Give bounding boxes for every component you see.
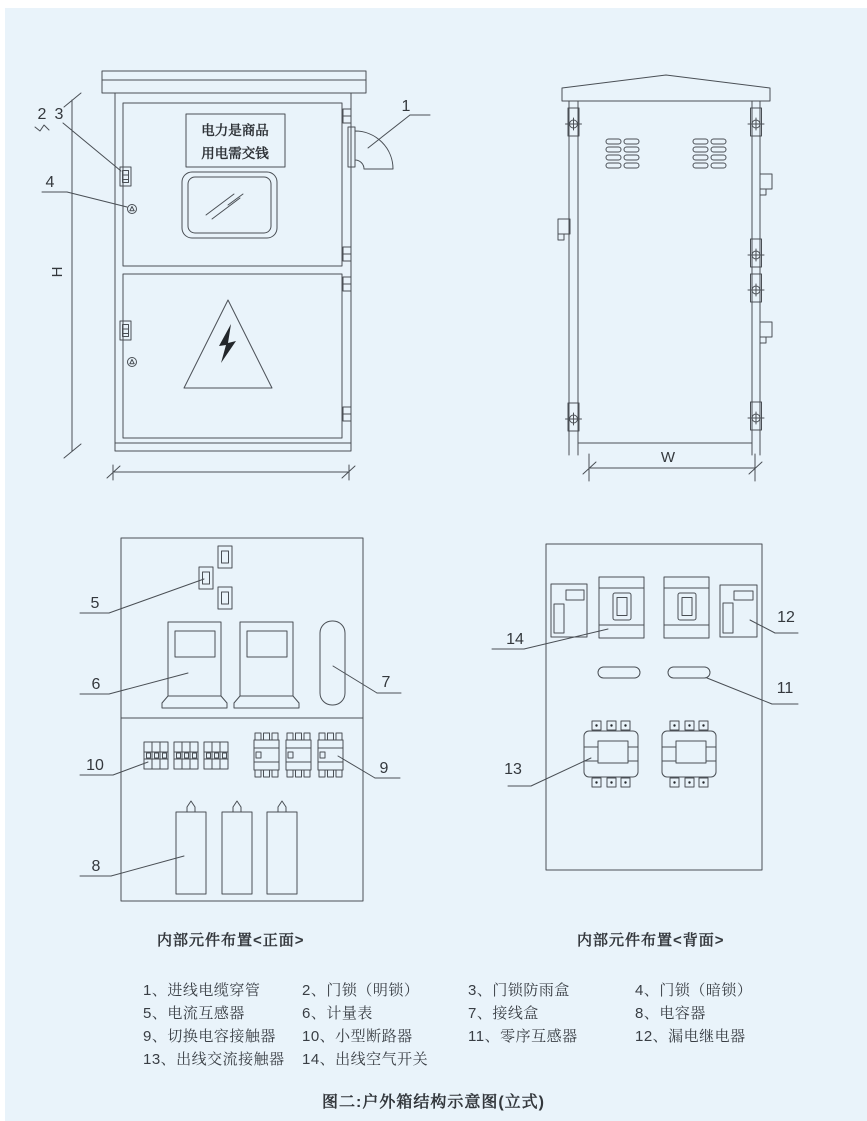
vent-louvers-left [606, 139, 639, 168]
callout-2-leader [35, 125, 49, 131]
callout-7-label: 7 [381, 674, 391, 691]
callout-11 [707, 678, 798, 704]
width-dimension [583, 449, 762, 481]
callout-14-label: 14 [506, 631, 524, 648]
legend-item-13: 13、出线交流接触器 [143, 1051, 285, 1068]
width-dim-label: W [660, 449, 676, 466]
air-switch-1 [599, 577, 644, 638]
callout-11-label: 11 [776, 680, 794, 697]
back-latches [558, 174, 772, 343]
internal-back-layout [492, 544, 798, 870]
ac-contactor-2 [662, 721, 716, 787]
callout-9-leader [338, 756, 375, 778]
callout-2-label: 2 [37, 106, 47, 123]
height-dim-label: H [49, 266, 66, 278]
callout-4-label: 4 [45, 174, 55, 191]
callout-1 [368, 98, 430, 148]
legend-item-14: 14、出线空气开关 [302, 1051, 429, 1068]
legend-item-8: 8、电容器 [635, 1005, 706, 1022]
callout-5-label: 5 [90, 595, 100, 612]
capacitor-contactors [254, 733, 343, 777]
leakage-relay-left [551, 584, 587, 637]
legend-item-3: 3、门锁防雨盒 [468, 982, 570, 999]
back-exterior-view [558, 75, 772, 481]
callout-13 [504, 758, 591, 786]
legend-item-9: 9、切换电容接触器 [143, 1028, 276, 1045]
warning-triangle-icon [184, 300, 272, 388]
legend-item-12: 12、漏电继电器 [635, 1028, 746, 1045]
callout-10 [80, 757, 148, 775]
callout-14 [492, 629, 608, 649]
door-hinges [343, 109, 351, 421]
mini-circuit-breakers [144, 742, 228, 769]
callout-2 [35, 106, 49, 131]
legend-item-1: 1、进线电缆穿管 [143, 982, 261, 999]
callout-7-leader [333, 666, 377, 693]
vent-louvers-right [693, 139, 726, 168]
legend-item-7: 7、接线盒 [468, 1005, 539, 1022]
callout-5-leader [109, 579, 204, 613]
junction-box [320, 621, 345, 705]
air-switch-2 [664, 577, 709, 638]
callout-10-label: 10 [86, 757, 104, 774]
legend [143, 982, 825, 1068]
current-transformers [199, 546, 232, 609]
back-body [569, 101, 760, 455]
callout-8-leader [111, 856, 184, 876]
energy-meter-1 [162, 622, 227, 708]
sign-line2: 用电需交钱 [201, 146, 269, 161]
internal-front-layout [80, 538, 401, 901]
callout-13-label: 13 [504, 761, 522, 778]
upper-door-lock-handle [120, 167, 131, 186]
upper-door-cylinder-lock [128, 205, 137, 214]
callout-3-label: 3 [54, 106, 64, 123]
front-exterior-view [35, 71, 430, 480]
figure-title: 图二:户外箱结构示意图(立式) [322, 1094, 545, 1111]
back-hinges [566, 108, 765, 431]
callout-12-label: 12 [777, 609, 795, 626]
warning-sign-plate [186, 114, 285, 167]
energy-meter-2 [234, 622, 299, 708]
meter-window [182, 172, 277, 238]
legend-item-4: 4、门锁（暗锁） [635, 982, 753, 999]
callout-5 [80, 579, 204, 613]
callout-4-leader [67, 192, 127, 207]
peaked-roof [562, 75, 770, 101]
callout-14-leader [524, 629, 608, 649]
sign-line1: 电力是商品 [201, 123, 269, 138]
legend-item-11: 11、零序互感器 [468, 1028, 578, 1045]
callout-13-leader [531, 758, 591, 786]
height-dimension [49, 93, 81, 458]
callout-9-label: 9 [379, 760, 389, 777]
internal-front-caption: 内部元件布置<正面> [157, 932, 305, 949]
callout-8 [80, 856, 184, 876]
callout-8-label: 8 [91, 858, 101, 875]
zero-sequence-cts [598, 667, 710, 678]
callout-10-leader [113, 762, 148, 775]
legend-item-10: 10、小型断路器 [302, 1028, 413, 1045]
ac-contactor-1 [584, 721, 638, 787]
legend-item-5: 5、电流互感器 [143, 1005, 245, 1022]
callout-4 [42, 174, 127, 207]
callout-7 [333, 666, 401, 693]
width-dimension-front [107, 465, 355, 480]
lightning-bolt-icon [219, 324, 236, 363]
callout-1-label: 1 [401, 98, 411, 115]
callout-6-label: 6 [91, 676, 101, 693]
legend-item-2: 2、门锁（明锁） [302, 982, 420, 999]
cabinet-roof [102, 71, 366, 93]
internal-back-caption: 内部元件布置<背面> [577, 932, 725, 949]
callout-9 [338, 756, 400, 778]
capacitors [176, 801, 297, 894]
callout-3 [55, 106, 121, 171]
callout-6 [80, 673, 188, 694]
legend-item-6: 6、计量表 [302, 1005, 373, 1022]
leakage-relay-right [720, 585, 757, 637]
lower-door-lock-handle [120, 321, 131, 340]
lower-door-cylinder-lock [128, 358, 137, 367]
